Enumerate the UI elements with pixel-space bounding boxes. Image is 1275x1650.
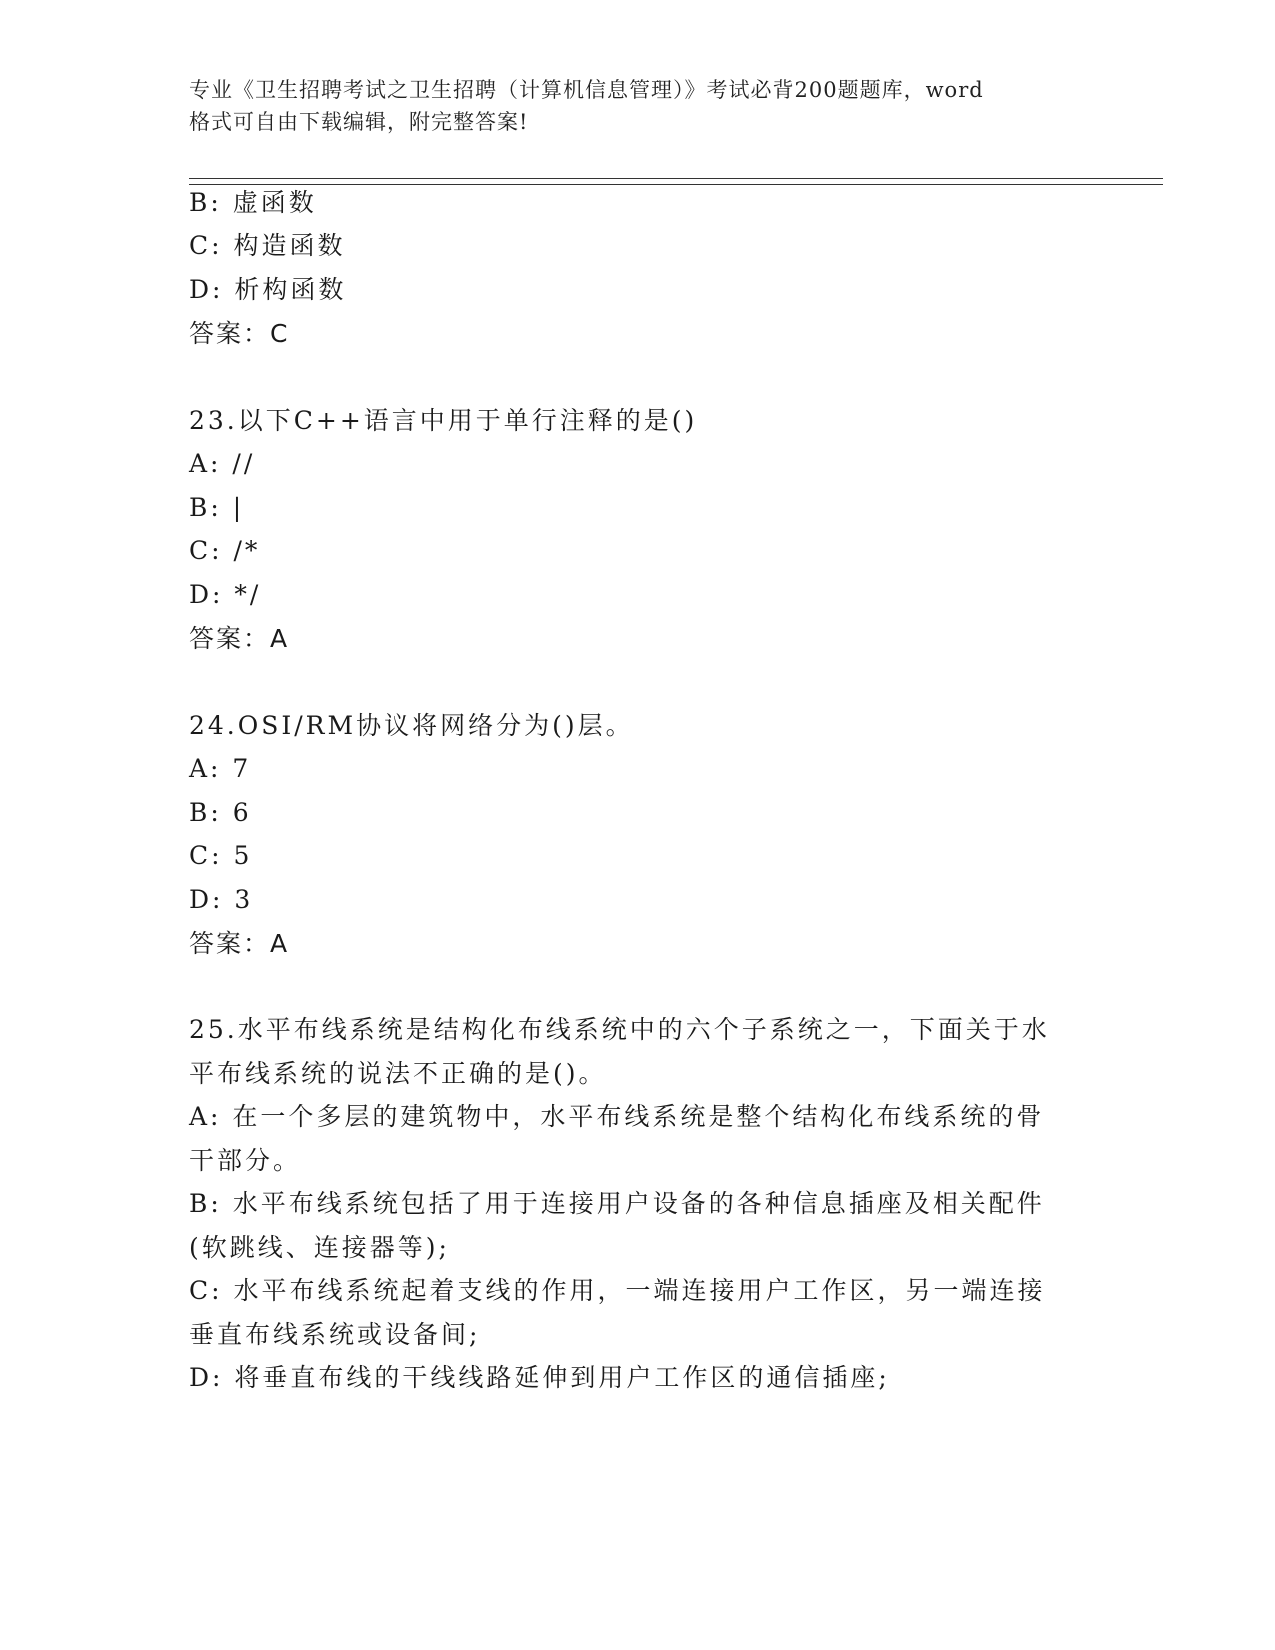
q25-option-a-line-1: A: 在一个多层的建筑物中，水平布线系统是整个结构化布线系统的骨	[189, 1102, 1045, 1131]
q22-answer: 答案：C	[189, 319, 290, 348]
q24-option-d: D: 3	[189, 885, 254, 914]
q22-option-c: C: 构造函数	[189, 231, 346, 260]
q25-option-b-line-1: B: 水平布线系统包括了用于连接用户设备的各种信息插座及相关配件	[189, 1189, 1045, 1218]
document-header	[189, 74, 1089, 138]
q25-option-c-line-1: C: 水平布线系统起着支线的作用，一端连接用户工作区，另一端连接	[189, 1276, 1046, 1305]
q25-option-b-line-2: (软跳线、连接器等);	[189, 1233, 450, 1262]
q24-option-a: A: 7	[189, 754, 252, 783]
q23-option-b: B: |	[189, 493, 245, 522]
q24-option-b: B: 6	[189, 798, 252, 827]
q25-question-line-2: 平布线系统的说法不正确的是()。	[189, 1059, 607, 1088]
q23-option-a: A: //	[189, 449, 256, 478]
header-line-1: 专业《卫生招聘考试之卫生招聘（计算机信息管理）》考试必背200题题库，word	[189, 78, 984, 102]
q22-option-b: B: 虚函数	[189, 188, 317, 217]
q25-question-line-1: 25.水平布线系统是结构化布线系统中的六个子系统之一，下面关于水	[189, 1015, 1050, 1044]
q23-answer: 答案：A	[189, 624, 290, 653]
q25-option-d: D: 将垂直布线的干线线路延伸到用户工作区的通信插座;	[189, 1363, 890, 1392]
header-divider-top	[189, 178, 1163, 179]
q23-option-c: C: /*	[189, 536, 261, 565]
q25-option-c-line-2: 垂直布线系统或设备间;	[189, 1320, 481, 1349]
q25-option-a-line-2: 干部分。	[189, 1146, 302, 1175]
q23-option-d: D: */	[189, 580, 262, 609]
q24-option-c: C: 5	[189, 841, 253, 870]
q24-question: 24.OSI/RM协议将网络分为()层。	[189, 711, 634, 740]
header-line-2: 格式可自由下载编辑，附完整答案!	[189, 110, 529, 134]
q23-question: 23.以下C++语言中用于单行注释的是()	[189, 406, 698, 435]
q22-option-d: D: 析构函数	[189, 275, 347, 304]
q24-answer: 答案：A	[189, 929, 290, 958]
